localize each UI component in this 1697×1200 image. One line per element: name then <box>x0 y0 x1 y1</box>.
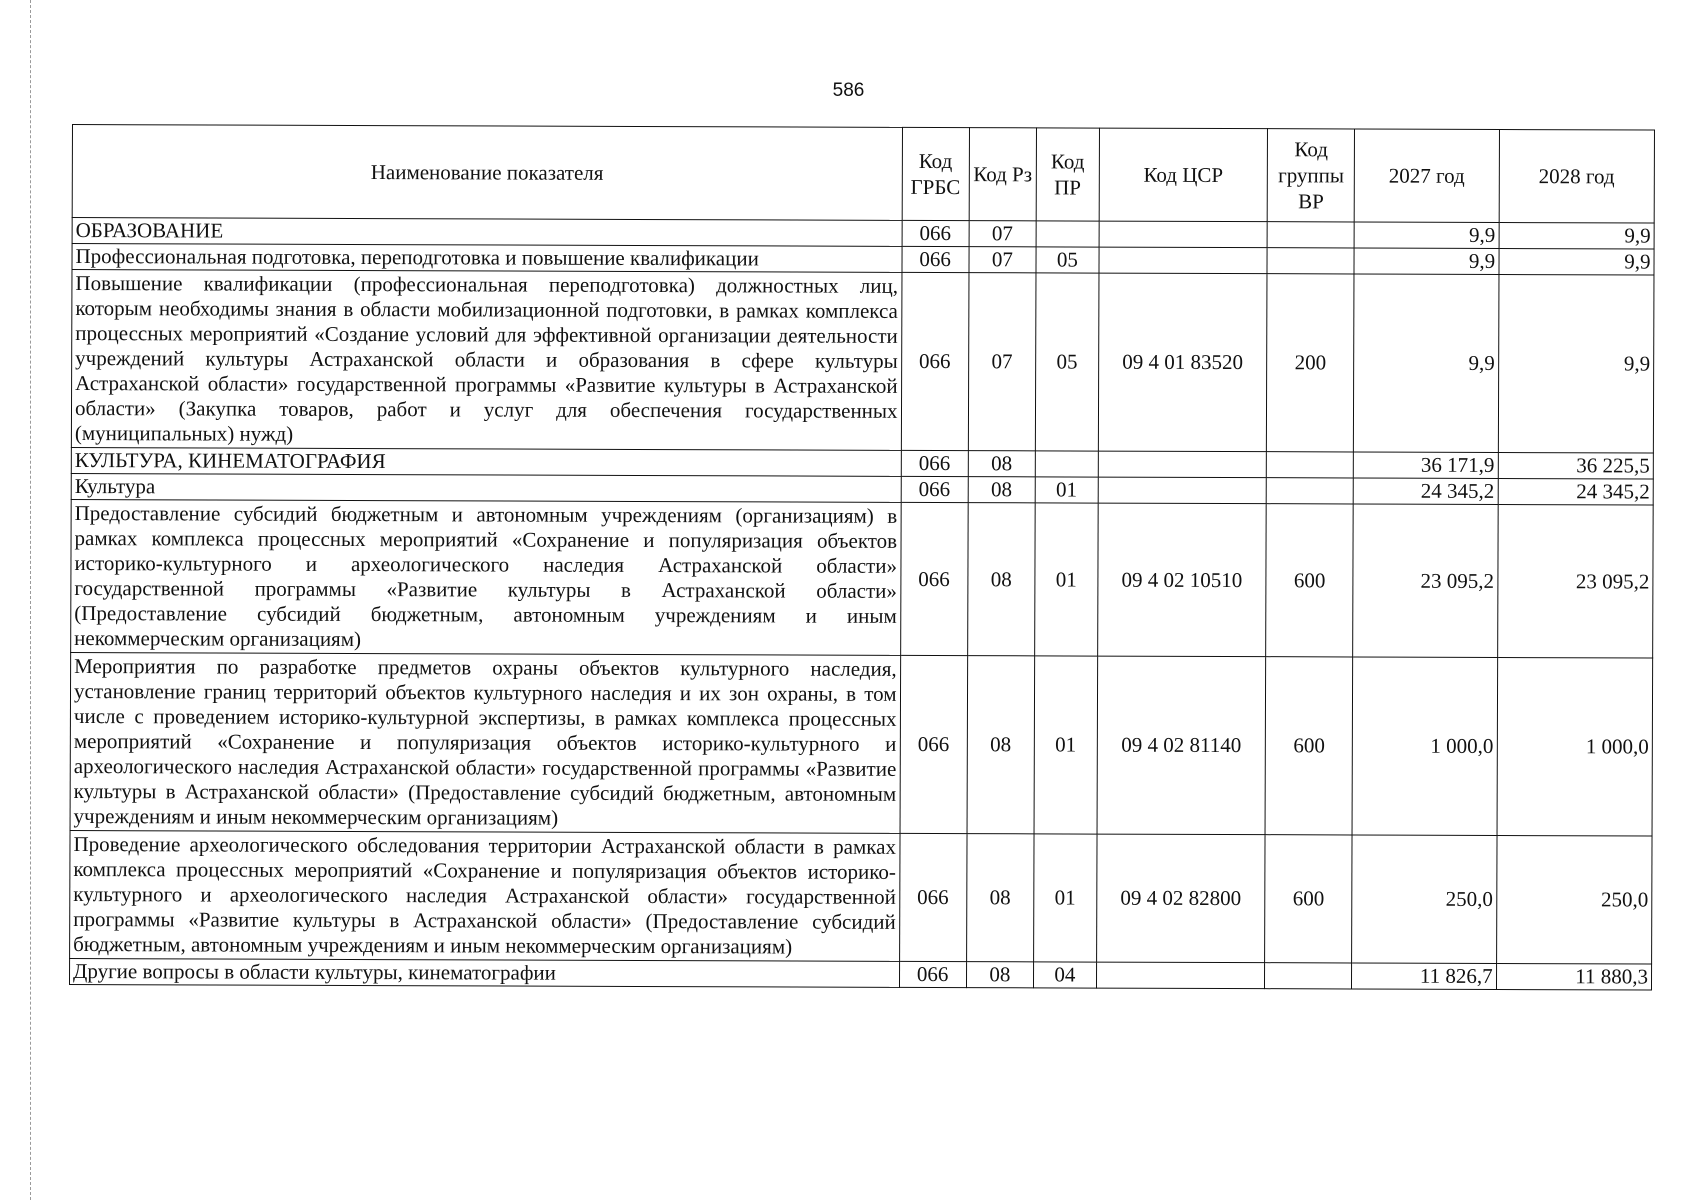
row-2028: 24 345,2 <box>1498 478 1653 505</box>
row-csr: 09 4 02 81140 <box>1097 656 1266 835</box>
row-grbs: 066 <box>899 833 967 961</box>
row-2027: 24 345,2 <box>1353 478 1497 505</box>
row-2027: 23 095,2 <box>1353 504 1498 658</box>
row-vr: 600 <box>1265 835 1352 963</box>
header-grbs: Код ГРБС <box>902 127 970 220</box>
page-margin-line <box>30 0 31 1200</box>
row-vr <box>1265 963 1352 989</box>
row-2027: 9,9 <box>1354 222 1498 249</box>
row-csr <box>1098 477 1267 504</box>
row-csr: 09 4 01 83520 <box>1098 273 1267 452</box>
header-pr: Код ПР <box>1036 128 1099 221</box>
row-csr <box>1098 451 1267 478</box>
row-csr <box>1099 247 1268 274</box>
row-vr: 600 <box>1265 657 1353 835</box>
row-csr <box>1096 962 1265 989</box>
row-2027: 9,9 <box>1354 274 1499 453</box>
table-body <box>69 218 1654 991</box>
row-2027: 11 826,7 <box>1352 963 1496 990</box>
row-grbs: 066 <box>900 655 968 833</box>
row-2027: 250,0 <box>1352 835 1497 964</box>
row-vr <box>1266 478 1353 504</box>
row-pr <box>1035 451 1098 477</box>
row-vr: 600 <box>1266 504 1354 657</box>
row-pr: 04 <box>1033 962 1096 988</box>
row-2028: 9,9 <box>1499 248 1654 275</box>
row-name: Мероприятия по разработке предметов охраны объектов культурного наследия, установление границ территорий объектов культурного наследия и их зон охраны, в том числе с проведением историко-культурной экспертизы, в рамках комплекса процессных мероприятий «Сохранение и популяризация объектов историко-культурного и археологического наследия Астраханской области» государственной программы «Развитие культуры в Астраханской области» (Предоставление субсидий бюджетным, автономным учреждениям и иным некоммерческим организациям) <box>70 652 900 833</box>
header-name: Наименование показателя <box>72 125 902 221</box>
row-grbs: 066 <box>899 961 966 987</box>
row-grbs: 066 <box>901 476 968 502</box>
row-pr: 01 <box>1034 834 1097 962</box>
budget-table <box>69 124 1655 991</box>
row-pr <box>1036 221 1099 247</box>
row-rz: 08 <box>967 503 1035 656</box>
table-row <box>71 499 1654 658</box>
row-rz: 08 <box>968 451 1035 477</box>
header-2027: 2027 год <box>1354 129 1499 223</box>
row-2027: 9,9 <box>1354 248 1498 275</box>
header-rz: Код Рз <box>969 128 1037 221</box>
row-csr <box>1099 221 1268 248</box>
row-rz: 07 <box>969 221 1036 247</box>
table-header <box>72 125 1654 224</box>
row-pr: 05 <box>1036 247 1099 273</box>
row-rz: 08 <box>968 477 1035 503</box>
row-name: Культура <box>71 473 901 502</box>
row-name: Повышение квалификации (профессиональная переподготовка) должностных лиц, которым необходимы знания в области мобилизационной подготовки, в рамках комплекса процессных мероприятий «Создание условий для эффективной организации деятельности учреждений культуры Астраханской области и образования в сфере культуры Астраханской области» государственной программы «Развитие культуры в Астраханской области» (Закупка товаров, работ и услуг для обеспечения государственных (муниципальных) нужд) <box>71 270 901 451</box>
row-rz: 08 <box>967 656 1035 834</box>
row-pr: 05 <box>1035 273 1098 451</box>
table-row <box>71 270 1654 454</box>
row-2027: 1 000,0 <box>1352 657 1497 836</box>
row-rz: 07 <box>969 247 1036 273</box>
row-name: Предоставление субсидий бюджетным и автономным учреждениям (организациям) в рамках комплекса процессных мероприятий «Сохранение и популяризация объектов историко-культурного и археологического наследия Астраханской области» государственной программы «Развитие культуры в Астраханской области» (Предоставление субсидий бюджетным, автономным учреждениям и иным некоммерческим организациям) <box>71 499 901 655</box>
row-pr: 01 <box>1035 477 1098 503</box>
header-vr: Код группы ВР <box>1267 129 1354 222</box>
row-vr <box>1267 248 1354 274</box>
table-row <box>69 958 1651 990</box>
row-2028: 9,9 <box>1498 274 1654 453</box>
row-csr: 09 4 02 10510 <box>1097 503 1266 657</box>
row-name: КУЛЬТУРА, КИНЕМАТОГРАФИЯ <box>71 447 901 476</box>
row-csr: 09 4 02 82800 <box>1096 834 1265 963</box>
table-row <box>70 830 1652 964</box>
row-grbs: 066 <box>901 272 969 450</box>
row-rz: 08 <box>966 962 1033 988</box>
page-number: 586 <box>832 80 865 101</box>
row-pr: 01 <box>1035 503 1098 656</box>
header-csr: Код ЦСР <box>1099 128 1268 222</box>
row-2028: 9,9 <box>1499 222 1654 249</box>
row-2028: 11 880,3 <box>1496 963 1651 990</box>
row-rz: 07 <box>968 273 1036 451</box>
table-row <box>70 652 1653 836</box>
header-2028: 2028 год <box>1499 129 1655 223</box>
row-name: Проведение археологического обследования территории Астраханской области в рамках комплекса процессных мероприятий «Сохранение и популяризация объектов историко-культурного и археологического наследия Астраханской области» государственной программы «Развитие культуры в Астраханской области» (Предоставление субсидий бюджетным, автономным учреждениям и иным некоммерческим организациям) <box>70 830 900 961</box>
row-2028: 250,0 <box>1496 835 1652 964</box>
row-grbs: 066 <box>901 450 968 476</box>
row-grbs: 066 <box>902 246 969 272</box>
row-grbs: 066 <box>902 220 969 246</box>
row-rz: 08 <box>966 834 1034 962</box>
row-name: Другие вопросы в области культуры, кинематографии <box>69 958 899 987</box>
row-name: Профессиональная подготовка, переподготовка и повышение квалификации <box>72 244 902 273</box>
row-2028: 1 000,0 <box>1497 657 1653 836</box>
row-2028: 23 095,2 <box>1497 504 1653 658</box>
row-2027: 36 171,9 <box>1354 452 1498 479</box>
header-row <box>72 125 1654 224</box>
row-2028: 36 225,5 <box>1498 452 1653 479</box>
row-grbs: 066 <box>900 502 968 655</box>
row-name: ОБРАЗОВАНИЕ <box>72 218 902 247</box>
row-vr: 200 <box>1267 274 1355 452</box>
row-vr <box>1267 222 1354 248</box>
row-pr: 01 <box>1034 656 1097 834</box>
row-vr <box>1267 452 1354 478</box>
